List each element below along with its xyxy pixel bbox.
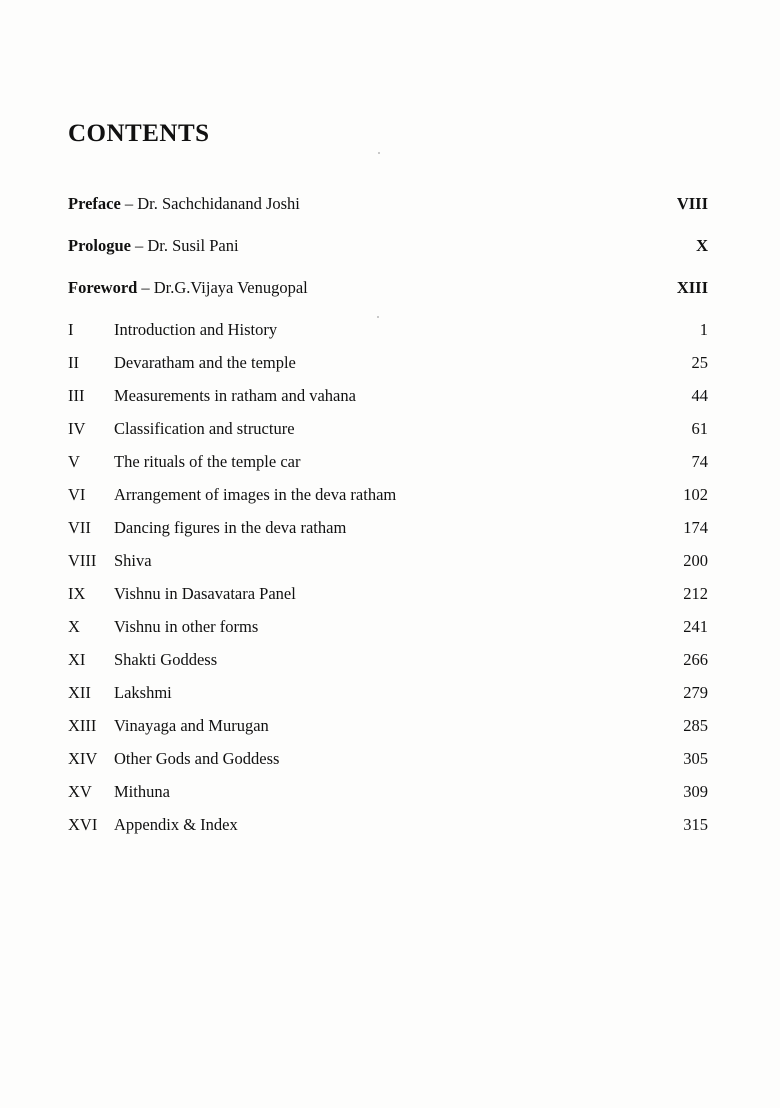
chapter-page-number: 266 [683,650,708,669]
chapter-page-number: 174 [683,518,708,537]
front-matter-label: Prologue [68,236,131,255]
chapter-title: Shakti Goddess [114,650,218,669]
chapter-number: IX [68,584,86,603]
chapter-row [68,749,708,769]
chapter-number: XIII [68,716,97,735]
front-matter-author: – Dr.G.Vijaya Venugopal [141,278,308,297]
chapter-title: Dancing figures in the deva ratham [114,518,347,537]
chapter-row [68,716,708,736]
chapter-title: Vishnu in Dasavatara Panel [114,584,296,603]
front-matter-list [68,194,708,298]
chapter-number: V [68,452,80,471]
chapter-title: Vinayaga and Murugan [114,716,269,735]
chapter-number: XI [68,650,86,669]
chapter-row [68,815,708,835]
chapter-title: Arrangement of images in the deva ratham [114,485,397,504]
chapter-number: XIV [68,749,98,768]
chapter-page-number: 61 [691,419,708,438]
front-matter-label: Preface [68,194,121,213]
chapter-number: III [68,386,85,405]
chapter-page-number: 279 [683,683,708,702]
chapter-row [68,518,708,538]
chapter-title: Other Gods and Goddess [114,749,280,768]
chapter-page-number: 285 [683,716,708,735]
chapter-row [68,485,708,505]
table-of-contents [68,120,708,848]
front-matter-row [68,236,708,256]
chapter-title: Mithuna [114,782,170,801]
chapter-number: II [68,353,79,372]
chapter-row [68,617,708,637]
chapter-row [68,452,708,472]
front-matter-row [68,194,708,214]
chapter-page-number: 305 [683,749,708,768]
chapter-row [68,551,708,571]
chapter-row [68,419,708,439]
chapter-page-number: 309 [683,782,708,801]
chapter-page-number: 44 [691,386,708,405]
front-matter-page-number: XIII [676,278,708,297]
chapter-number: VIII [68,551,97,570]
chapter-title: Measurements in ratham and vahana [114,386,356,405]
chapter-title: Introduction and History [114,320,278,339]
chapter-title: Appendix & Index [114,815,238,834]
chapter-page-number: 315 [683,815,708,834]
chapter-number: IV [68,419,86,438]
front-matter-page-number: X [696,236,708,255]
front-matter-author: – Dr. Susil Pani [134,236,239,255]
chapter-number: XII [68,683,91,702]
chapter-number: X [68,617,80,636]
chapter-title: The rituals of the temple car [114,452,301,471]
front-matter-author: – Dr. Sachchidanand Joshi [124,194,300,213]
chapter-page-number: 212 [683,584,708,603]
chapter-number: XV [68,782,92,801]
chapter-title: Devaratham and the temple [114,353,296,372]
chapter-row [68,650,708,670]
chapter-page-number: 74 [691,452,708,471]
front-matter-row [68,278,708,298]
chapter-page-number: 1 [699,320,708,339]
chapter-number: VI [68,485,86,504]
chapter-row [68,386,708,406]
chapter-page-number: 25 [691,353,708,372]
chapter-number: I [68,320,74,339]
page-title: CONTENTS [68,120,210,147]
chapter-number: XVI [68,815,98,834]
front-matter-page-number: VIII [676,194,708,213]
chapter-row [68,353,708,373]
chapter-row [68,683,708,703]
chapter-title: Shiva [114,551,152,570]
chapter-row [68,320,708,340]
chapter-row [68,584,708,604]
front-matter-label: Foreword [68,278,138,297]
chapter-page-number: 102 [683,485,708,504]
chapter-title: Classification and structure [114,419,295,438]
chapter-number: VII [68,518,91,537]
chapter-title: Lakshmi [114,683,172,702]
chapter-page-number: 241 [683,617,708,636]
chapter-title: Vishnu in other forms [114,617,259,636]
chapter-list [68,320,708,835]
chapter-row [68,782,708,802]
chapter-page-number: 200 [683,551,708,570]
